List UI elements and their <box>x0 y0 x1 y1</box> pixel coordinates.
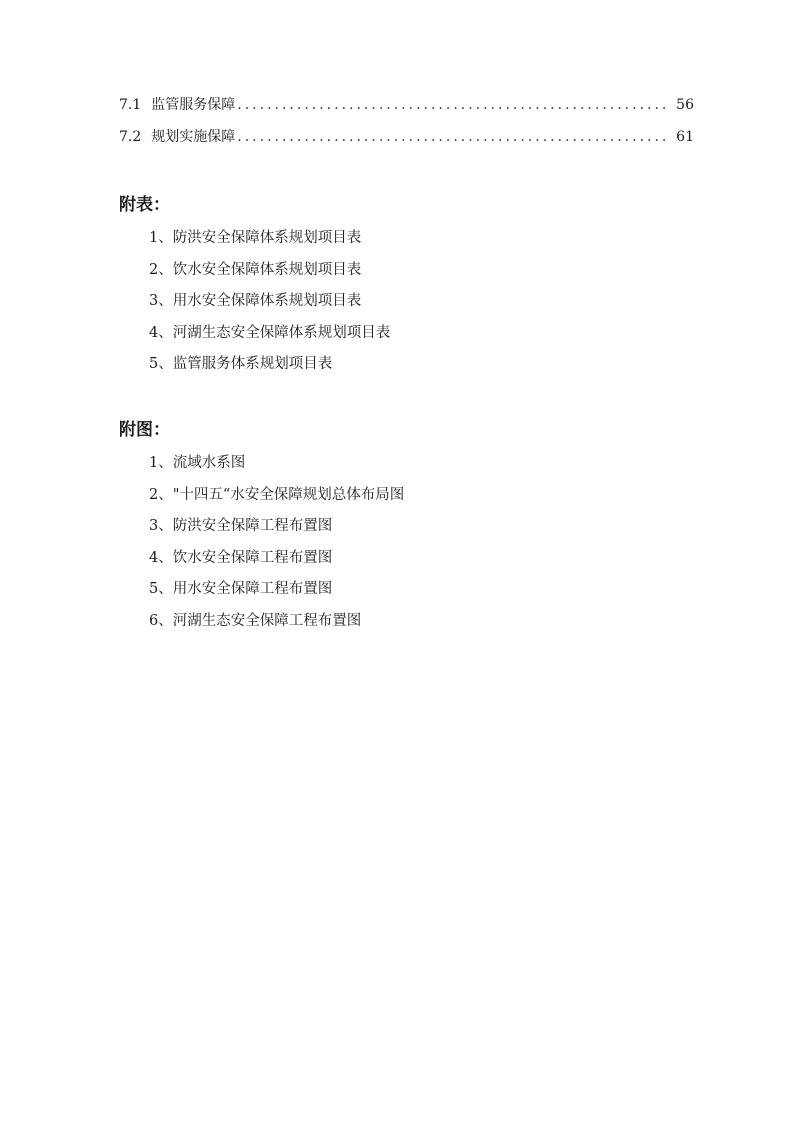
toc-dot-leader <box>237 125 668 149</box>
toc-entry-title: 规划实施保障 <box>151 129 236 145</box>
toc-entry-page: 56 <box>676 97 694 113</box>
appendix-figure-item: 5、用水安全保障工程布置图 <box>149 581 333 597</box>
toc-entry[interactable] <box>119 125 694 157</box>
appendix-figure-item: 2、"十四五“水安全保障规划总体布局图 <box>149 486 405 503</box>
toc-dot-leader <box>237 93 668 117</box>
toc-entry-number: 7.2 <box>119 129 142 145</box>
appendix-figures-section <box>119 418 679 637</box>
appendix-figure-item: 1、流域水系图 <box>149 455 246 471</box>
appendix-figure-item: 6、河湖生态安全保障工程布置图 <box>149 612 362 629</box>
toc-entry-page: 61 <box>676 129 694 145</box>
appendix-figure-item: 3、防洪安全保障工程布置图 <box>149 518 333 534</box>
toc-entry-title: 监管服务保障 <box>151 97 236 113</box>
table-of-contents <box>119 93 694 157</box>
toc-entry[interactable] <box>119 93 694 125</box>
appendix-tables-list <box>119 223 679 381</box>
appendix-figures-list <box>119 448 679 637</box>
appendix-table-item: 5、监管服务体系规划项目表 <box>149 356 333 372</box>
toc-entry-number: 7.1 <box>119 97 142 113</box>
appendix-table-item: 2、饮水安全保障体系规划项目表 <box>149 261 362 278</box>
appendix-figure-item: 4、饮水安全保障工程布置图 <box>149 549 333 566</box>
appendix-figures-heading: 附图： <box>119 420 170 440</box>
appendix-table-item: 3、用水安全保障体系规划项目表 <box>149 293 362 309</box>
appendix-tables-section <box>119 193 679 381</box>
appendix-tables-heading: 附表： <box>119 195 170 215</box>
appendix-table-item: 1、防洪安全保障体系规划项目表 <box>149 230 362 246</box>
appendix-table-item: 4、河湖生态安全保障体系规划项目表 <box>149 324 391 341</box>
